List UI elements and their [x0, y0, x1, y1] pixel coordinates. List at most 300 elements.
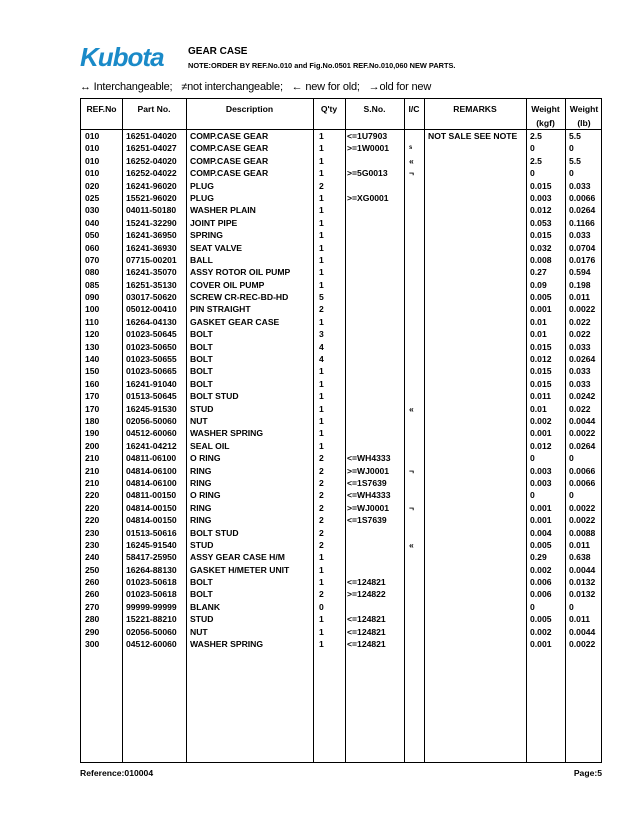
cell-wlb: 0.0066	[569, 477, 596, 488]
table-row	[81, 328, 601, 340]
legend-old-for-new: →old for new	[368, 81, 432, 93]
cell-desc: BALL	[190, 254, 213, 265]
cell-ref: 050	[85, 230, 100, 241]
table-row	[81, 403, 601, 415]
cell-wkg: 0.09	[530, 279, 547, 290]
cell-ref: 270	[85, 601, 100, 612]
cell-wlb: 0	[569, 490, 574, 501]
legend-interchangeable: ↔ Interchangeable;	[80, 81, 173, 93]
cell-qty: 2	[319, 465, 324, 476]
cell-wlb: 0.0044	[569, 415, 596, 426]
cell-ref: 010	[85, 131, 100, 141]
cell-part: 04512-60060	[126, 639, 177, 650]
cell-wlb: 0	[569, 453, 574, 464]
table-row	[81, 613, 601, 625]
table-row	[81, 626, 601, 638]
cell-ref: 220	[85, 515, 100, 526]
cell-qty: 1	[319, 440, 324, 451]
cell-sno: >=1W0001	[347, 143, 390, 154]
cell-sno: <=WH4333	[347, 490, 391, 501]
col-header-qty: Q'ty	[320, 104, 338, 114]
cell-wkg: 0.015	[530, 180, 552, 191]
cell-qty: 2	[319, 477, 324, 488]
cell-part: 01023-50665	[126, 366, 177, 377]
cell-sno: >=WJ0001	[347, 502, 390, 513]
table-row	[81, 601, 601, 613]
cell-part: 01023-50645	[126, 329, 177, 340]
table-row	[81, 502, 601, 514]
cell-part: 16251-35130	[126, 279, 177, 290]
parts-table	[80, 98, 602, 763]
cell-part: 16245-91540	[126, 539, 177, 550]
cell-wkg: 0.012	[530, 205, 552, 216]
cell-part: 16252-04022	[126, 168, 177, 179]
table-row	[81, 440, 601, 452]
table-row	[81, 142, 601, 154]
cell-part: 15241-32290	[126, 217, 177, 228]
cell-desc: PIN STRAIGHT	[190, 304, 251, 315]
cell-part: 58417-25950	[126, 552, 177, 563]
table-row	[81, 489, 601, 501]
cell-desc: COMP.CASE GEAR	[190, 168, 269, 179]
cell-wkg: 0	[530, 168, 535, 179]
cell-desc: BOLT STUD	[190, 527, 239, 538]
cell-wkg: 0.032	[530, 242, 552, 253]
cell-part: 16251-04020	[126, 131, 177, 141]
cell-ref: 200	[85, 440, 100, 451]
table-row	[81, 576, 601, 588]
cell-qty: 1	[319, 639, 324, 650]
cell-ref: 080	[85, 267, 100, 278]
cell-wlb: 0.022	[569, 329, 591, 340]
cell-wlb: 0.011	[569, 539, 591, 550]
cell-qty: 2	[319, 515, 324, 526]
cell-wlb: 0.0066	[569, 192, 596, 203]
cell-wlb: 0.033	[569, 366, 591, 377]
table-row	[81, 217, 601, 229]
cell-wkg: 0.015	[530, 378, 552, 389]
cell-ic: ˢ	[409, 143, 413, 154]
cell-sno: <=124821	[347, 614, 386, 625]
cell-wlb: 5.5	[569, 131, 581, 141]
cell-ref: 260	[85, 589, 100, 600]
cell-ic: «	[409, 539, 414, 550]
cell-wlb: 0.198	[569, 279, 591, 290]
cell-part: 16241-36930	[126, 242, 177, 253]
cell-part: 15221-88210	[126, 614, 177, 625]
cell-ref: 030	[85, 205, 100, 216]
cell-part: 16241-96020	[126, 180, 177, 191]
cell-qty: 1	[319, 428, 324, 439]
kubota-logo	[80, 43, 176, 71]
cell-desc: ASSY ROTOR OIL PUMP	[190, 267, 291, 278]
cell-part: 05012-00410	[126, 304, 177, 315]
cell-sno: <=WH4333	[347, 453, 391, 464]
cell-wlb: 0.0044	[569, 626, 596, 637]
cell-desc: STUD	[190, 539, 214, 550]
cell-part: 16245-91530	[126, 403, 177, 414]
cell-wkg: 0.053	[530, 217, 552, 228]
cell-ref: 120	[85, 329, 100, 340]
cell-desc: COVER OIL PUMP	[190, 279, 265, 290]
cell-desc: O RING	[190, 453, 221, 464]
cell-wlb: 0.0264	[569, 354, 596, 365]
cell-qty: 1	[319, 168, 324, 179]
cell-wkg: 0.001	[530, 428, 552, 439]
cell-sno: <=124821	[347, 577, 386, 588]
col-header-ic: I/C	[408, 104, 420, 114]
table-row	[81, 279, 601, 291]
cell-wkg: 0	[530, 601, 535, 612]
cell-qty: 2	[319, 180, 324, 191]
cell-desc: BLANK	[190, 601, 221, 612]
table-row	[81, 229, 601, 241]
cell-wkg: 0.001	[530, 515, 552, 526]
cell-desc: BOLT	[190, 577, 213, 588]
legend	[80, 81, 437, 93]
cell-ref: 130	[85, 341, 100, 352]
cell-qty: 1	[319, 192, 324, 203]
cell-desc: SPRING	[190, 230, 223, 241]
cell-qty: 2	[319, 527, 324, 538]
cell-ref: 110	[85, 316, 99, 327]
cell-sno: <=124821	[347, 626, 386, 637]
cell-desc: WASHER PLAIN	[190, 205, 256, 216]
cell-part: 04814-06100	[126, 465, 177, 476]
cell-ref: 240	[85, 552, 100, 563]
cell-qty: 1	[319, 626, 324, 637]
cell-ref: 140	[85, 354, 100, 365]
cell-ref: 300	[85, 639, 100, 650]
cell-qty: 1	[319, 155, 324, 166]
cell-part: 07715-00201	[126, 254, 177, 265]
table-row	[81, 564, 601, 576]
table-row	[81, 390, 601, 402]
cell-part: 16241-04212	[126, 440, 177, 451]
cell-qty: 5	[319, 292, 324, 303]
cell-qty: 2	[319, 490, 324, 501]
cell-qty: 1	[319, 143, 324, 154]
cell-desc: STUD	[190, 403, 214, 414]
table-row	[81, 365, 601, 377]
cell-wkg: 0.001	[530, 304, 552, 315]
cell-wlb: 0.033	[569, 378, 591, 389]
cell-wkg: 0.27	[530, 267, 547, 278]
cell-wlb: 0.0132	[569, 577, 596, 588]
cell-qty: 1	[319, 316, 324, 327]
cell-wlb: 0.0022	[569, 304, 596, 315]
cell-sno: <=124821	[347, 639, 386, 650]
cell-wkg: 0.001	[530, 639, 552, 650]
cell-part: 99999-99999	[126, 601, 177, 612]
cell-desc: SCREW CR-REC-BD-HD	[190, 292, 289, 303]
cell-part: 16241-35070	[126, 267, 177, 278]
cell-sno: >=XG0001	[347, 192, 389, 203]
cell-ref: 210	[85, 465, 100, 476]
cell-qty: 1	[319, 205, 324, 216]
cell-ref: 220	[85, 502, 100, 513]
cell-desc: COMP.CASE GEAR	[190, 131, 269, 141]
cell-wlb: 0.033	[569, 341, 591, 352]
cell-wkg: 2.5	[530, 131, 542, 141]
cell-wkg: 0.01	[530, 403, 547, 414]
cell-desc: PLUG	[190, 192, 214, 203]
table-row	[81, 427, 601, 439]
cell-ref: 070	[85, 254, 100, 265]
cell-desc: SEAT VALVE	[190, 242, 243, 253]
table-row	[81, 465, 601, 477]
table-row	[81, 514, 601, 526]
col-header-sno: S.No.	[363, 104, 386, 114]
cell-part: 04811-06100	[126, 453, 177, 464]
cell-ref: 170	[85, 403, 100, 414]
cell-part: 01023-50618	[126, 577, 177, 588]
cell-wkg: 0.012	[530, 440, 552, 451]
cell-ref: 210	[85, 477, 100, 488]
cell-wkg: 0.006	[530, 577, 552, 588]
cell-ref: 180	[85, 415, 100, 426]
table-row	[81, 130, 601, 142]
cell-ic: ¬	[409, 168, 415, 179]
cell-wkg: 0.01	[530, 329, 547, 340]
cell-qty: 1	[319, 552, 324, 563]
cell-wkg: 0.002	[530, 564, 552, 575]
cell-ic: ¬	[409, 502, 415, 513]
cell-part: 01513-50616	[126, 527, 177, 538]
cell-part: 16264-88130	[126, 564, 177, 575]
cell-wkg: 0.015	[530, 366, 552, 377]
cell-wkg: 0.01	[530, 316, 547, 327]
cell-sno: >=124822	[347, 589, 386, 600]
cell-qty: 1	[319, 403, 324, 414]
cell-desc: BOLT	[190, 329, 213, 340]
cell-wlb: 0	[569, 168, 574, 179]
cell-wkg: 0.015	[530, 230, 552, 241]
table-row	[81, 180, 601, 192]
cell-sno: <=1S7639	[347, 477, 387, 488]
cell-wkg: 0.001	[530, 502, 552, 513]
cell-ic: «	[409, 403, 414, 414]
cell-part: 16252-04020	[126, 155, 177, 166]
cell-wlb: 0	[569, 143, 574, 154]
table-row	[81, 551, 601, 563]
cell-sno: >=5G0013	[347, 168, 388, 179]
table-row	[81, 452, 601, 464]
cell-wkg: 0	[530, 453, 535, 464]
cell-desc: BOLT	[190, 366, 213, 377]
cell-qty: 2	[319, 304, 324, 315]
cell-desc: NUT	[190, 626, 208, 637]
cell-part: 01513-50645	[126, 391, 177, 402]
table-row	[81, 155, 601, 167]
table-row	[81, 204, 601, 216]
col-header-remarks: REMARKS	[453, 104, 497, 114]
cell-wlb: 0	[569, 601, 574, 612]
cell-ref: 010	[85, 143, 100, 154]
cell-wkg: 0.005	[530, 539, 552, 550]
cell-part: 16251-04027	[126, 143, 177, 154]
cell-wlb: 0.033	[569, 180, 591, 191]
cell-wlb: 0.0264	[569, 205, 596, 216]
cell-part: 03017-50620	[126, 292, 177, 303]
cell-wkg: 0.011	[530, 391, 552, 402]
cell-ref: 280	[85, 614, 100, 625]
table-row	[81, 638, 601, 650]
cell-ref: 020	[85, 180, 100, 191]
table-row	[81, 242, 601, 254]
cell-part: 04512-60060	[126, 428, 177, 439]
cell-wkg: 0.003	[530, 192, 552, 203]
cell-desc: RING	[190, 515, 212, 526]
cell-qty: 2	[319, 502, 324, 513]
col-header-part: Part No.	[137, 104, 171, 114]
cell-ref: 190	[85, 428, 100, 439]
cell-wkg: 0.003	[530, 477, 552, 488]
cell-wkg: 0.005	[530, 614, 552, 625]
cell-desc: BOLT	[190, 589, 213, 600]
cell-part: 04811-00150	[126, 490, 177, 501]
table-row	[81, 539, 601, 551]
cell-wkg: 0.002	[530, 415, 552, 426]
cell-part: 01023-50655	[126, 354, 177, 365]
cell-wkg: 0.015	[530, 341, 552, 352]
cell-wkg: 0.006	[530, 589, 552, 600]
cell-wlb: 0.011	[569, 292, 591, 303]
cell-desc: RING	[190, 502, 212, 513]
cell-part: 04814-00150	[126, 515, 177, 526]
cell-part: 16241-91040	[126, 378, 177, 389]
page-title: GEAR CASE	[188, 46, 248, 57]
cell-qty: 1	[319, 564, 324, 575]
cell-qty: 1	[319, 267, 324, 278]
cell-wlb: 0.033	[569, 230, 591, 241]
cell-desc: COMP.CASE GEAR	[190, 155, 269, 166]
cell-wlb: 0.638	[569, 552, 591, 563]
cell-ref: 250	[85, 564, 100, 575]
cell-desc: BOLT STUD	[190, 391, 239, 402]
cell-qty: 1	[319, 577, 324, 588]
cell-wlb: 0.022	[569, 403, 591, 414]
table-row	[81, 254, 601, 266]
cell-remarks: NOT SALE SEE NOTE	[428, 131, 518, 141]
cell-part: 02056-50060	[126, 415, 177, 426]
table-row	[81, 378, 601, 390]
cell-part: 01023-50618	[126, 589, 177, 600]
cell-desc: NUT	[190, 415, 208, 426]
cell-ref: 160	[85, 378, 100, 389]
cell-desc: RING	[190, 465, 212, 476]
cell-wlb: 0.0176	[569, 254, 596, 265]
cell-qty: 1	[319, 391, 324, 402]
table-row	[81, 341, 601, 353]
cell-ref: 085	[85, 279, 100, 290]
table-row	[81, 588, 601, 600]
cell-ref: 290	[85, 626, 100, 637]
table-row	[81, 291, 601, 303]
cell-ref: 230	[85, 539, 100, 550]
cell-sno: <=1U7903	[347, 131, 388, 141]
cell-ref: 010	[85, 168, 100, 179]
cell-qty: 2	[319, 539, 324, 550]
cell-part: 16264-04130	[126, 316, 177, 327]
cell-ref: 010	[85, 155, 100, 166]
table-row	[81, 192, 601, 204]
cell-sno: >=WJ0001	[347, 465, 390, 476]
cell-ic: «	[409, 155, 414, 166]
col-header-weight-kgf: Weight (kgf)	[531, 104, 560, 128]
cell-wlb: 0.022	[569, 316, 591, 327]
cell-desc: COMP.CASE GEAR	[190, 143, 269, 154]
table-row	[81, 477, 601, 489]
cell-wkg: 0.29	[530, 552, 547, 563]
cell-wkg: 0.012	[530, 354, 552, 365]
cell-qty: 1	[319, 217, 324, 228]
cell-wkg: 0.003	[530, 465, 552, 476]
cell-ref: 025	[85, 192, 100, 203]
cell-wkg: 0.005	[530, 292, 552, 303]
cell-part: 04814-00150	[126, 502, 177, 513]
cell-ref: 090	[85, 292, 100, 303]
cell-wkg: 0.008	[530, 254, 552, 265]
cell-wlb: 0.0066	[569, 465, 596, 476]
cell-wlb: 0.0022	[569, 639, 596, 650]
cell-desc: SEAL OIL	[190, 440, 230, 451]
cell-wlb: 0.011	[569, 614, 591, 625]
cell-desc: GASKET GEAR CASE	[190, 316, 280, 327]
col-header-weight-lb: Weight (lb)	[569, 104, 599, 128]
cell-desc: BOLT	[190, 354, 213, 365]
table-body	[81, 130, 601, 650]
table-row	[81, 266, 601, 278]
cell-part: 15521-96020	[126, 192, 177, 203]
svg-text:Kubota: Kubota	[80, 43, 164, 71]
cell-wkg: 0.004	[530, 527, 552, 538]
cell-ref: 260	[85, 577, 100, 588]
cell-desc: RING	[190, 477, 212, 488]
cell-wlb: 0.0242	[569, 391, 596, 402]
cell-wlb: 0.1166	[569, 217, 595, 228]
cell-qty: 1	[319, 378, 324, 389]
cell-qty: 1	[319, 242, 324, 253]
cell-desc: WASHER SPRING	[190, 639, 264, 650]
cell-ref: 210	[85, 453, 100, 464]
col-header-description: Description	[225, 104, 274, 114]
cell-qty: 1	[319, 230, 324, 241]
cell-desc: BOLT	[190, 378, 213, 389]
table-row	[81, 527, 601, 539]
cell-desc: BOLT	[190, 341, 213, 352]
cell-wkg: 2.5	[530, 155, 542, 166]
cell-ic: ¬	[409, 465, 415, 476]
cell-qty: 1	[319, 131, 324, 141]
cell-qty: 1	[319, 614, 324, 625]
cell-qty: 1	[319, 254, 324, 265]
cell-qty: 2	[319, 453, 324, 464]
cell-wlb: 0.0704	[569, 242, 596, 253]
cell-part: 04011-50180	[126, 205, 177, 216]
cell-part: 01023-50650	[126, 341, 177, 352]
table-row	[81, 353, 601, 365]
table-row	[81, 167, 601, 179]
cell-qty: 4	[319, 354, 324, 365]
order-note: NOTE:ORDER BY REF.No.010 and Fig.No.0501 REF.No.010,060 NEW PARTS.	[188, 61, 456, 70]
cell-desc: JOINT PIPE	[190, 217, 238, 228]
cell-qty: 1	[319, 415, 324, 426]
legend-new-for-old: ← new for old;	[291, 81, 360, 93]
cell-ref: 220	[85, 490, 100, 501]
cell-ref: 230	[85, 527, 100, 538]
cell-ref: 100	[85, 304, 100, 315]
